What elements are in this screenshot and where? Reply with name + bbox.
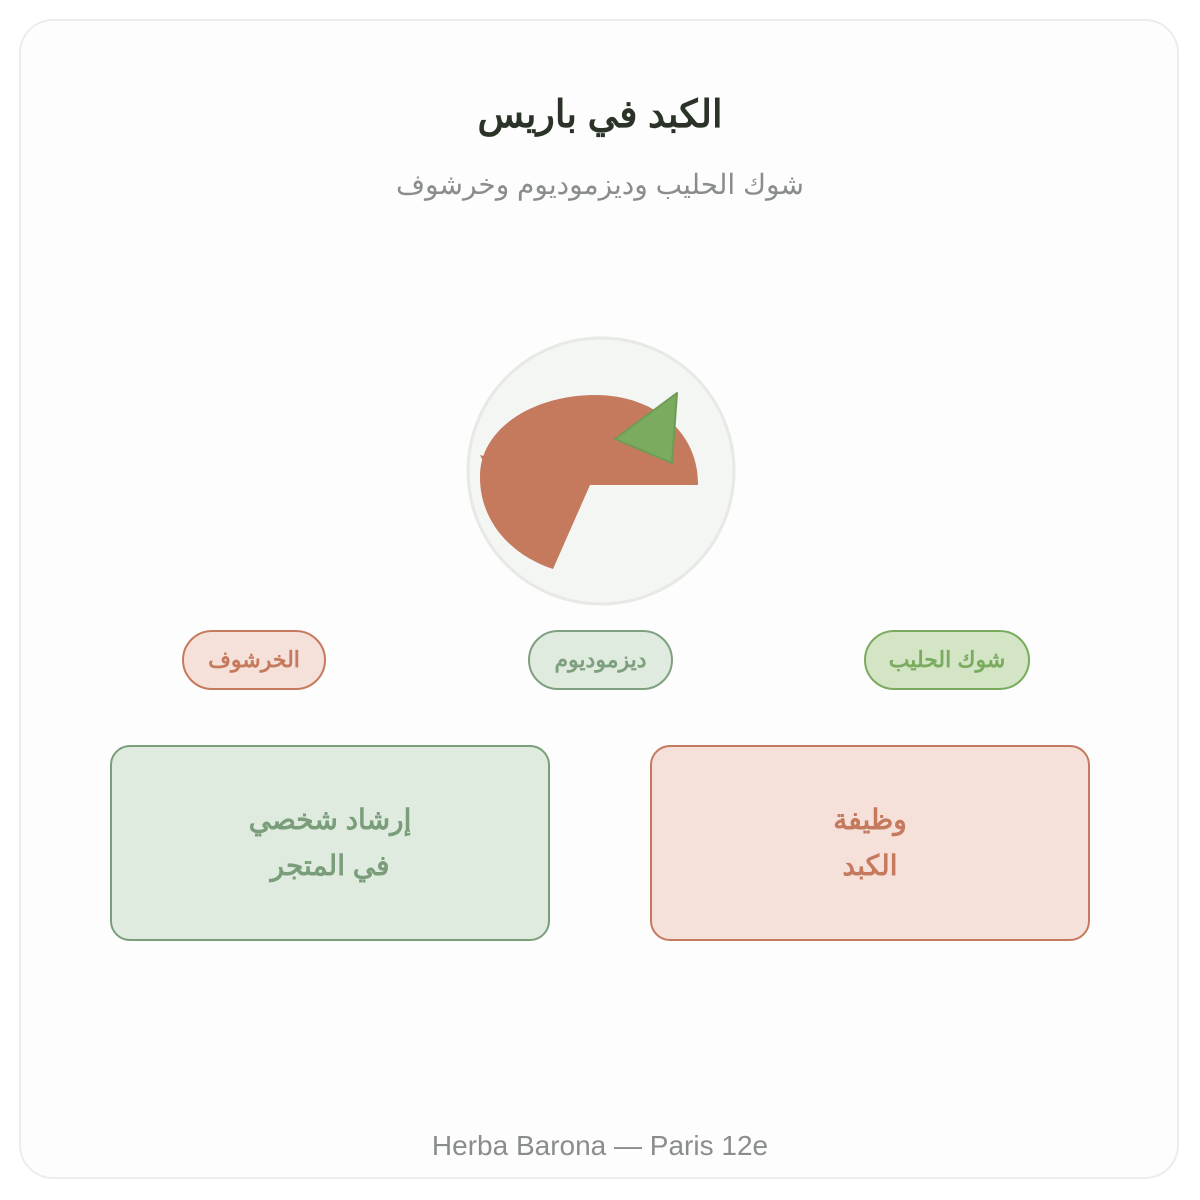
- box-guidance-line-1: إرشاد شخصي: [248, 804, 412, 835]
- box-liver-line-1: وظيفة: [833, 804, 907, 835]
- box-liver-line-2: الكبد: [842, 850, 898, 881]
- pill-milk-thistle: شوك الحليب: [864, 630, 1030, 690]
- box-liver-function: [650, 745, 1090, 941]
- footer-credit: Herba Barona — Paris 12e: [431, 1130, 769, 1161]
- page-subtitle: شوك الحليب وديزموديوم وخرشوف: [396, 169, 804, 200]
- box-personal-guidance: [110, 745, 550, 941]
- liver-emblem-icon: [465, 335, 737, 607]
- pill-artichoke: الخرشوف: [182, 630, 326, 690]
- box-guidance-line-2: في المتجر: [270, 850, 390, 881]
- page-title: الكبد في باريس: [477, 94, 723, 136]
- pill-desmodium: ديزموديوم: [528, 630, 673, 690]
